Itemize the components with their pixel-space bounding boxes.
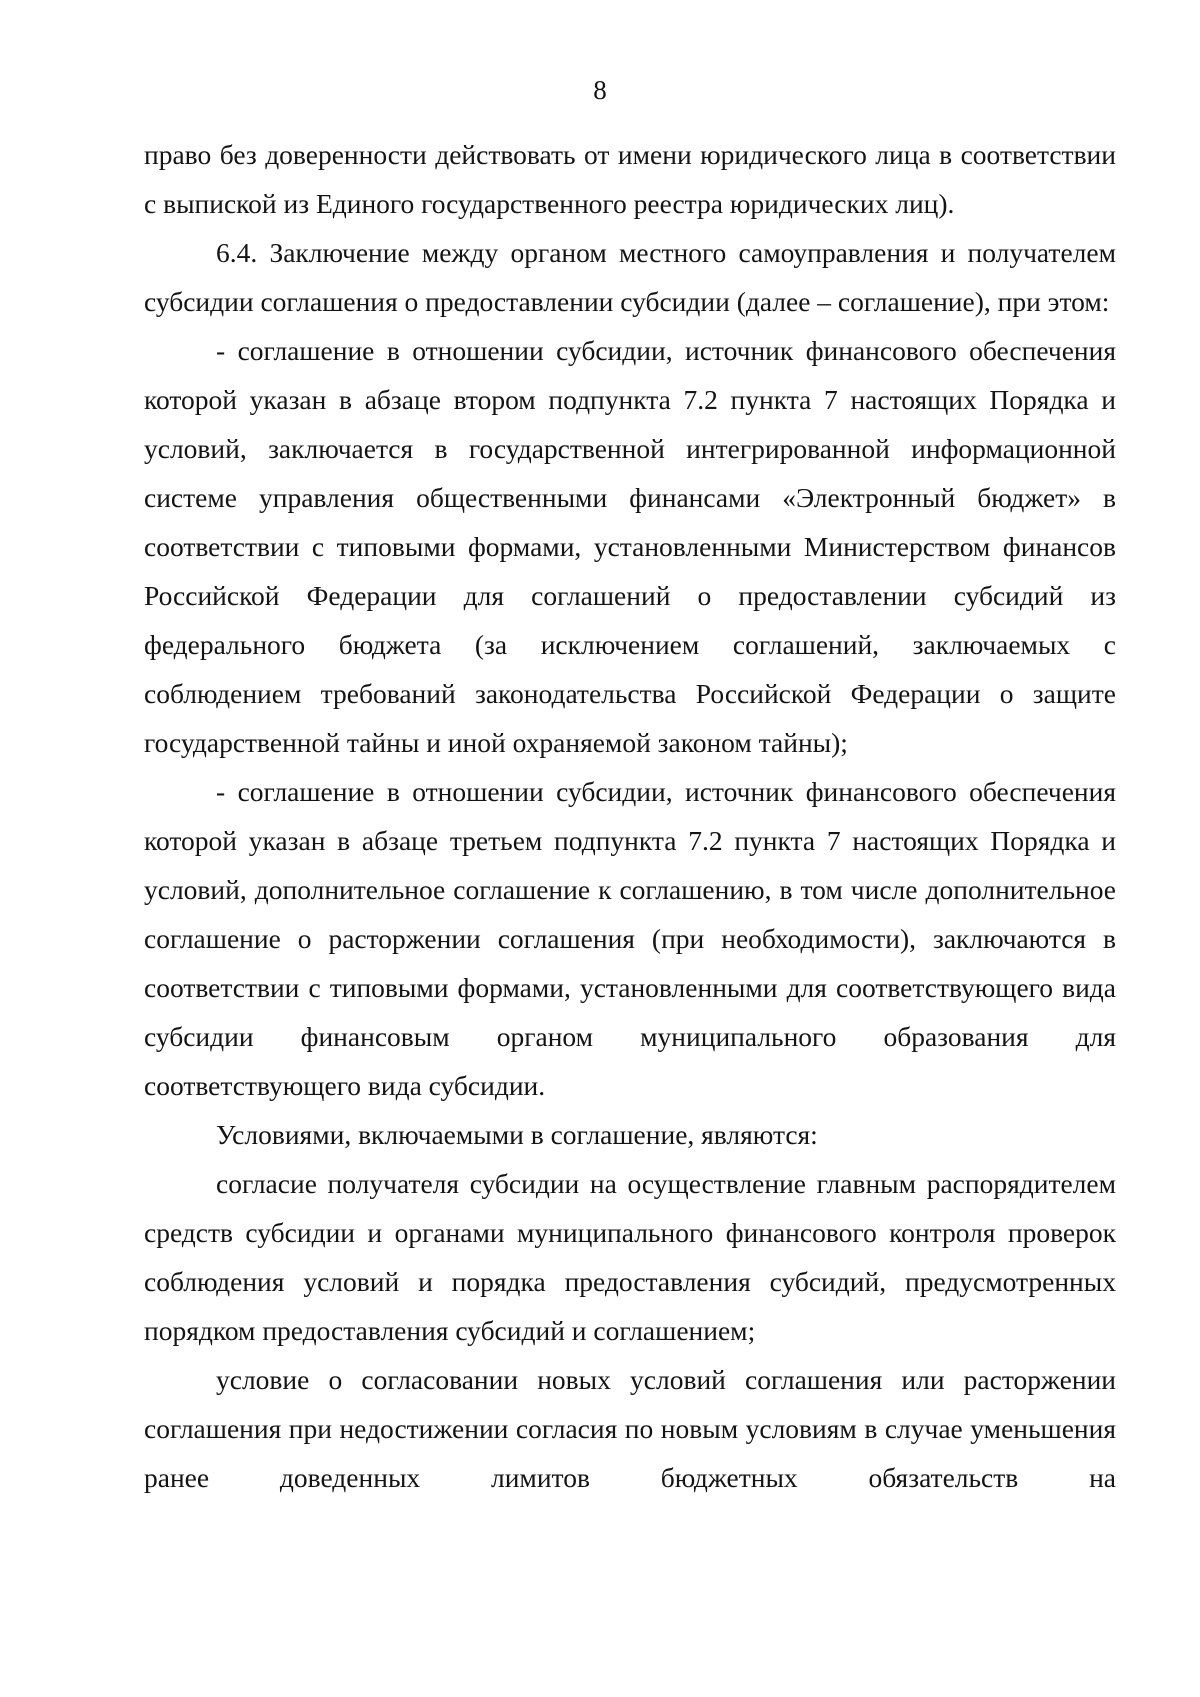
paragraph-condition-2: условие о согласовании новых условий соглашения или расторжении соглашения при недостижении согласия по новым условиям в случае уменьшения ранее доведенных лимитов бюджетных обязательств на [144, 1364, 1116, 1493]
paragraph-bullet-1: - соглашение в отношении субсидии, источник финансового обеспечения которой указан в абзаце втором подпункта 7.2 пункта 7 настоящих Порядка и условий, заключается в государственной интегрированной информационной системе управления общественными финансами «Электронный бюджет» в соответствии с типовыми формами, установленными Министерством финансов Российской Федерации для соглашений о предоставлении субсидий из федерального бюджета (за исключением соглашений, заключаемых с соблюдением требований законодательства Российской Федерации о защите государственной тайны и иной охраняемой законом тайны); [144, 335, 1116, 758]
paragraph-condition-1: согласие получателя субсидии на осуществление главным распорядителем средств субсидии и органами муниципального финансового контроля проверок соблюдения условий и порядка предоставления субсидий, предусмотренных порядком предоставления субсидий и соглашением; [144, 1168, 1116, 1346]
paragraph-bullet-2: - соглашение в отношении субсидии, источник финансового обеспечения которой указан в абзаце третьем подпункта 7.2 пункта 7 настоящих Порядка и условий, дополнительное соглашение к соглашению, в том числе дополнительное соглашение о расторжении соглашения (при необходимости), заключаются в соответствии с типовыми формами, установленными для соответствующего вида субсидии финансовым органом муниципального образования для соответствующего вида субсидии. [144, 776, 1116, 1101]
paragraph-6-4: 6.4. Заключение между органом местного самоуправления и получателем субсидии соглашения о предоставлении субсидии (далее – соглашение), при этом: [144, 237, 1116, 317]
page-number: 8 [593, 75, 607, 105]
paragraph-continuation: право без доверенности действовать от имени юридического лица в соответствии с выпиской из Единого государственного реестра юридических лиц). [144, 139, 1116, 219]
document-body [144, 130, 1116, 1502]
paragraph-conditions-intro: Условиями, включаемыми в соглашение, являются: [216, 1119, 818, 1150]
